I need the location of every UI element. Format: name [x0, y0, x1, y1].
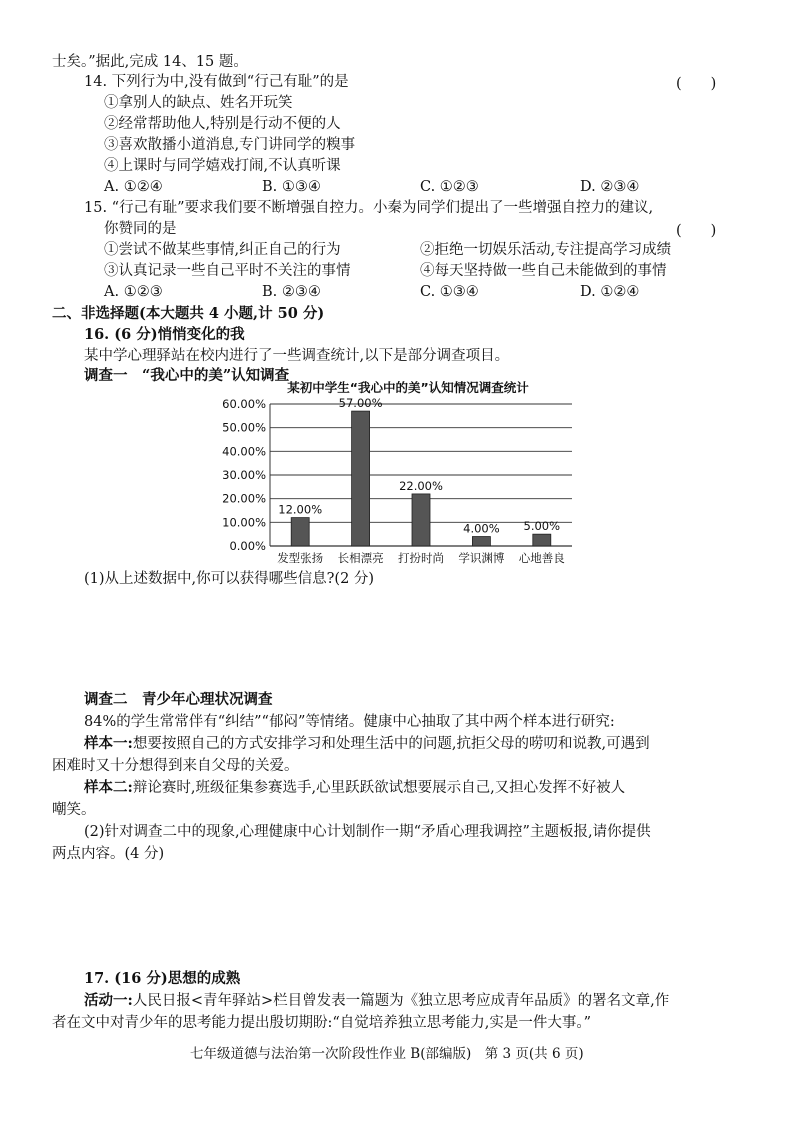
- chart-bar: [472, 537, 490, 546]
- chart-bar: [291, 518, 309, 546]
- q17-activity: 活动一:人民日报<青年驿站>栏目曾发表一篇题为《独立思考应成青年品质》的署名文章,作: [84, 992, 670, 1009]
- sample1-text-cont: 困难时又十分想得到来自父母的关爱。: [52, 758, 299, 774]
- q15-option-c: C. ①③④: [420, 284, 479, 300]
- q17-activity-cont: 者在文中对青少年的思考能力提出殷切期盼:“自觉培养独立思考能力,实是一件大事。”: [52, 1015, 592, 1031]
- chart-y-tick-label: 20.00%: [222, 491, 266, 506]
- chart-x-tick-label: 打扮时尚: [398, 551, 444, 565]
- q14-option-d: D. ②③④: [580, 179, 640, 195]
- intro-line: 士矣。”据此,完成 14、15 题。: [52, 54, 248, 70]
- sample2-text-cont: 嘲笑。: [52, 802, 96, 818]
- chart-y-tick-label: 40.00%: [222, 444, 266, 459]
- chart-y-axis: [222, 397, 266, 553]
- q15-stem: 15. “行己有耻”要求我们要不断增强自控力。小秦为同学们提出了一些增强自控力的建议,: [84, 200, 654, 216]
- chart-data-label: 57.00%: [338, 396, 383, 411]
- q15-stem-cont: 你赞同的是: [104, 221, 177, 237]
- q14-item: ③喜欢散播小道消息,专门讲同学的糗事: [104, 137, 356, 153]
- q14-item: ②经常帮助他人,特别是行动不便的人: [104, 116, 341, 132]
- q14-option-c: C. ①②③: [420, 179, 479, 195]
- q17-activity-title: 活动一:: [84, 992, 133, 1009]
- q16-subquestion-1: (1)从上述数据中,你可以获得哪些信息?(2 分): [84, 571, 375, 587]
- q15-item: ①尝试不做某些事情,纠正自己的行为: [104, 242, 341, 258]
- chart-data-label: 4.00%: [463, 521, 500, 536]
- page-footer: 七年级道德与法治第一次阶段性作业 B(部编版) 第 3 页(共 6 页): [190, 1046, 584, 1062]
- section2-title: 二、非选择题(本大题共 4 小题,计 50 分): [52, 305, 325, 322]
- chart-data-label: 5.00%: [523, 519, 561, 534]
- chart-y-tick-label: 10.00%: [222, 515, 266, 530]
- chart-x-tick-label: 发型张扬: [277, 551, 324, 565]
- q14-option-a: A. ①②④: [104, 179, 163, 195]
- chart-data-label: 12.00%: [278, 502, 323, 517]
- q14-stem: 14. 下列行为中,没有做到“行己有耻”的是: [84, 74, 349, 90]
- chart-y-tick-label: 0.00%: [229, 539, 266, 553]
- q15-answer-paren: ( ): [676, 223, 717, 239]
- chart-title: 某初中学生“我心中的美”认知情况调查统计: [287, 380, 529, 395]
- q17-title: 17. (16 分)思想的成熟: [84, 970, 241, 987]
- survey2-label: 调查二 青少年心理状况调查: [84, 691, 273, 708]
- sample2-title: 样本二:: [84, 779, 133, 796]
- q15-option-a: A. ①②③: [104, 284, 163, 300]
- q16-subquestion-2: (2)针对调查二中的现象,心理健康中心计划制作一期“矛盾心理我调控”主题板报,请你提供: [84, 824, 651, 840]
- sample1-title: 样本一:: [84, 735, 133, 752]
- sample1-text: 样本一:想要按照自己的方式安排学习和处理生活中的问题,抗拒父母的唠叨和说教,可遇到: [84, 735, 650, 752]
- q15-item: ④每天坚持做一些自己未能做到的事情: [420, 263, 667, 279]
- q16-intro: 某中学心理驿站在校内进行了一些调查统计,以下是部分调查项目。: [84, 348, 510, 364]
- chart-bar: [352, 411, 370, 546]
- q14-option-b: B. ①③④: [262, 179, 321, 195]
- q15-item: ②拒绝一切娱乐活动,专注提高学习成绩: [420, 242, 672, 258]
- chart-x-tick-label: 心地善良: [518, 551, 565, 565]
- survey1-label: 调查一 “我心中的美”认知调查: [84, 367, 290, 384]
- q15-option-d: D. ①②④: [580, 284, 640, 300]
- survey2-intro: 84%的学生常常伴有“纠结”“郁闷”等情绪。健康中心抽取了其中两个样本进行研究:: [84, 714, 615, 730]
- q14-item: ④上课时与同学嬉戏打闹,不认真听课: [104, 158, 341, 174]
- chart-y-tick-label: 50.00%: [222, 420, 266, 435]
- q16-subquestion-2-cont: 两点内容。(4 分): [52, 846, 165, 862]
- chart-x-axis: [277, 551, 565, 565]
- chart-bar: [533, 534, 551, 546]
- survey1-bar-chart: [220, 378, 580, 570]
- q14-item: ①拿别人的缺点、姓名开玩笑: [104, 95, 293, 111]
- chart-y-tick-label: 30.00%: [222, 468, 266, 482]
- chart-y-tick-label: 60.00%: [222, 397, 266, 411]
- chart-data-label: 22.00%: [399, 478, 443, 493]
- chart-bar: [412, 494, 430, 546]
- q15-item: ③认真记录一些自己平时不关注的事情: [104, 263, 351, 279]
- q15-option-b: B. ②③④: [262, 284, 321, 300]
- q14-answer-paren: ( ): [676, 76, 717, 92]
- chart-x-tick-label: 学识渊博: [458, 551, 505, 565]
- sample2-text: 样本二:辩论赛时,班级征集参赛选手,心里跃跃欲试想要展示自己,又担心发挥不好被人: [84, 779, 626, 796]
- chart-x-tick-label: 长相漂亮: [337, 551, 384, 565]
- q16-title: 16. (6 分)悄悄变化的我: [84, 326, 245, 343]
